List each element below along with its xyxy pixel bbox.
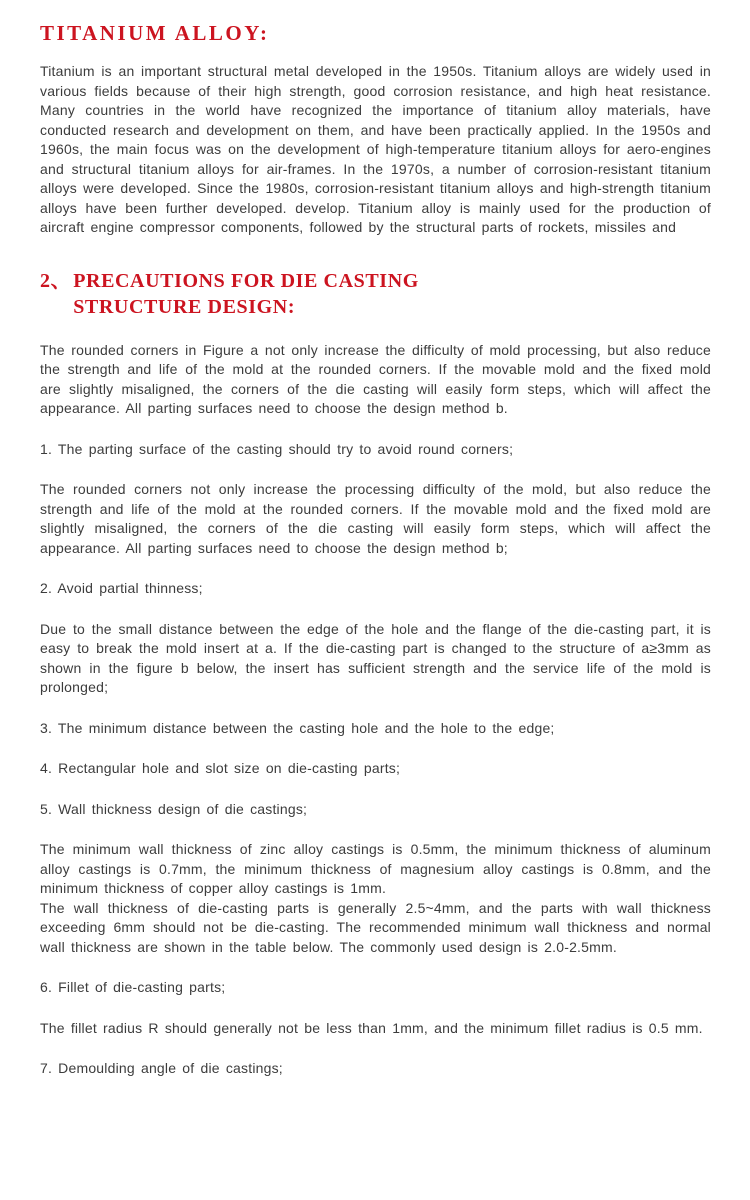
paragraph-fillet-radius: The fillet radius R should generally not be less than 1mm, and the minimum fillet radius is 0.5 mm. [40, 1019, 703, 1036]
section-2-title-line-2: STRUCTURE DESIGN: [73, 295, 296, 318]
section-2-title-line-1: PRECAUTIONS FOR DIE CASTING [73, 269, 419, 292]
list-item-2: 2. Avoid partial thinness; [40, 580, 203, 596]
section-2-title [73, 268, 419, 320]
list-item-1: 1. The parting surface of the casting should try to avoid round corners; [40, 440, 514, 457]
list-item-6: 6. Fillet of die-casting parts; [40, 979, 226, 995]
list-item-3: 3. The minimum distance between the casting hole and the hole to the edge; [40, 719, 555, 736]
paragraph-item-2-detail: Due to the small distance between the edge of the hole and the flange of the die-casting part, it is easy to break the mold insert at a. If the die-casting part is changed to the structure of a≥3mm as shown in the figure b below, the insert has sufficient strength and the service life of the mold is prolonged; [40, 620, 711, 695]
paragraph-item-1-detail: The rounded corners not only increase the processing difficulty of the mold, but also reduce the strength and life of the mold at the rounded corners. If the movable mold and the fixed mold are slightly misaligned, the corners of the die casting will easily form steps, which will affect the appearance. All parting surfaces need to choose the design method b; [40, 481, 711, 556]
section-2-heading [40, 268, 711, 320]
page-title: TITANIUM ALLOY: [40, 21, 270, 45]
paragraph-wall-thickness-2: The wall thickness of die-casting parts is generally 2.5~4mm, and the parts with wall thickness exceeding 6mm should not be die-casting. The recommended minimum wall thickness and normal wall thickness are shown in the table below. The commonly used design is 2.0-2.5mm. [40, 899, 711, 955]
list-item-4: 4. Rectangular hole and slot size on die-casting parts; [40, 760, 401, 776]
list-item-5: 5. Wall thickness design of die castings; [40, 800, 308, 817]
paragraph-wall-thickness-1: The minimum wall thickness of zinc alloy castings is 0.5mm, the minimum thickness of aluminum alloy castings is 0.7mm, the minimum thickness of magnesium alloy castings is 0.8mm, and the minimum thickness of copper alloy castings is 1mm. [40, 841, 711, 896]
list-item-7: 7. Demoulding angle of die castings; [40, 1060, 283, 1076]
intro-paragraph: Titanium is an important structural metal developed in the 1950s. Titanium alloys are widely used in various fields because of their high strength, good corrosion resistance, and high heat resistance. Many countries in the world have recognized the importance of titanium alloy materials, have conducted research and development on them, and have been practically applied. In the 1950s and 1960s, the main focus was on the development of high-temperature titanium alloys for aero-engines and structural titanium alloys for air-frames. In the 1970s, a number of corrosion-resistant titanium alloys were developed. Since the 1980s, corrosion-resistant titanium alloys and high-strength titanium alloys have been further developed. develop. Titanium alloy is mainly used for the production of aircraft engine compressor components, followed by the structural parts of rockets, missiles and [40, 63, 711, 235]
section-2-number: 2、 [40, 269, 72, 292]
paragraph-figure-a: The rounded corners in Figure a not only increase the difficulty of mold processing, but also reduce the strength and life of the mold at the rounded corners. If the movable mold and the fixed mold are slightly misaligned, the corners of the die casting will easily form steps, which will affect the appearance. All parting surfaces need to choose the design method b. [40, 341, 711, 416]
